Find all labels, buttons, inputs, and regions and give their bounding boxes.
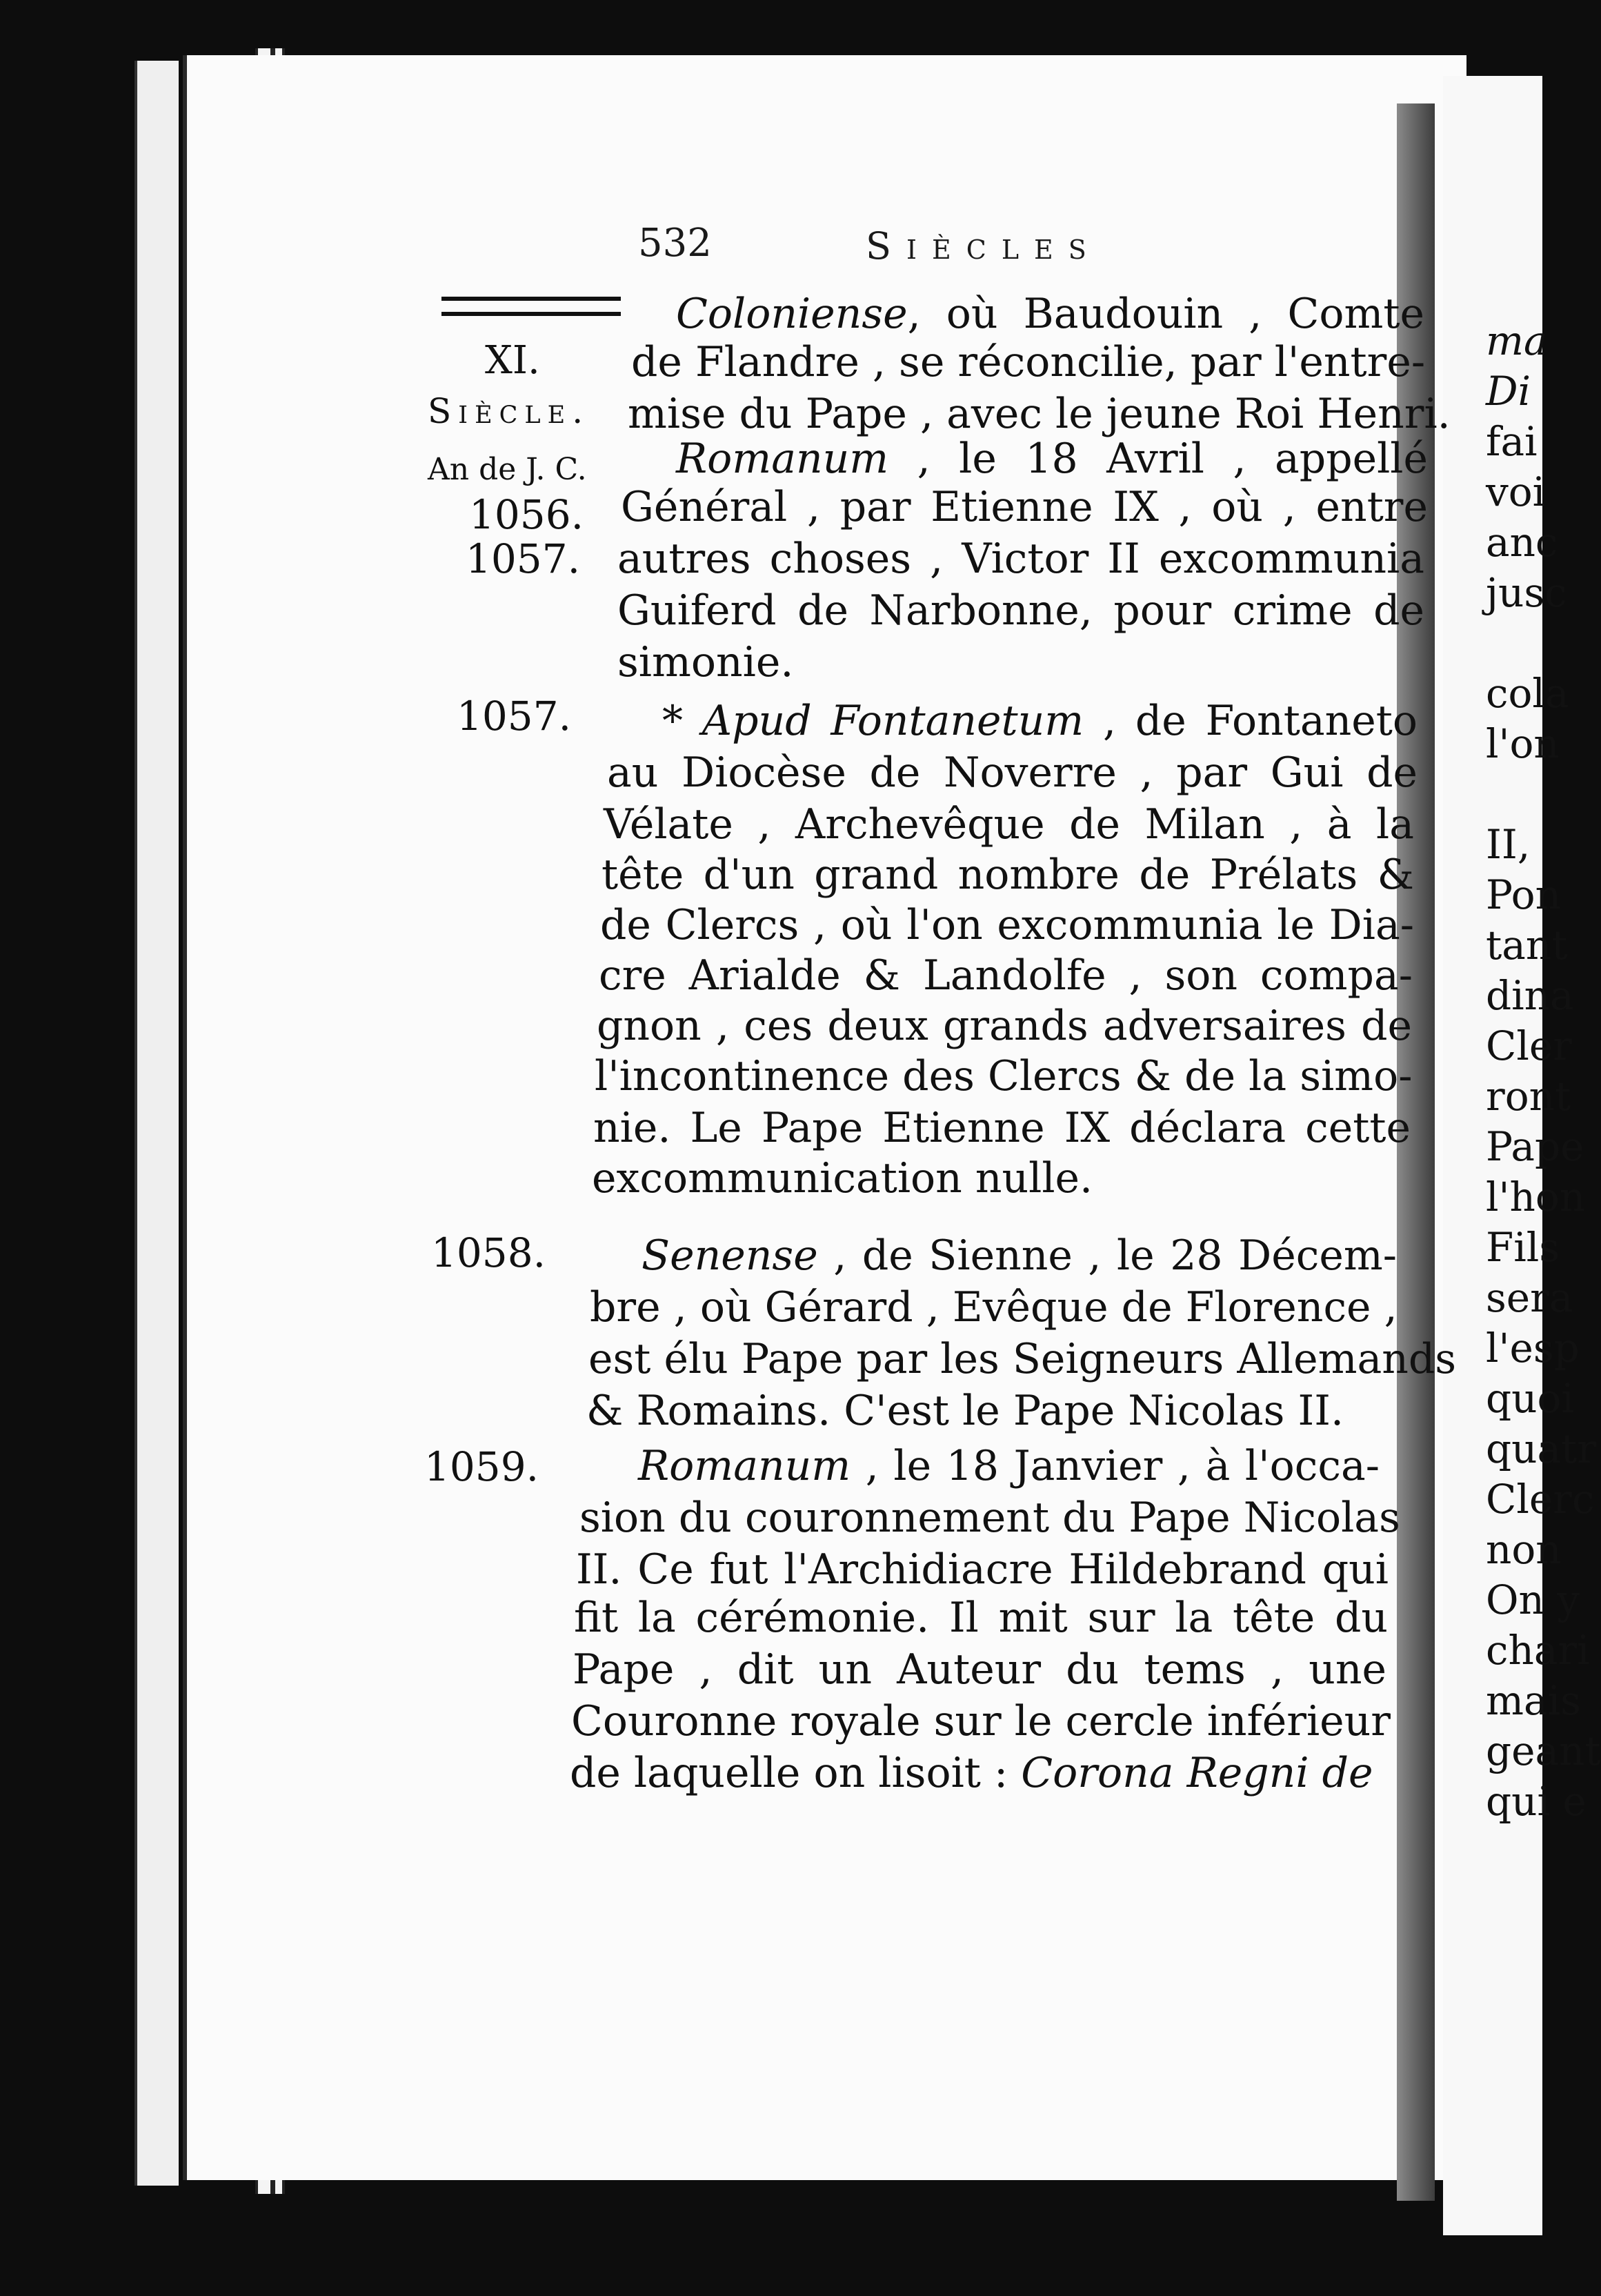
line-text: II. Ce fut l'Archidiacre Hildebrand qui <box>576 1545 1389 1594</box>
margin-year: 1059. <box>424 1443 539 1490</box>
entry-title: Romanum <box>676 435 889 483</box>
line-text: de Clercs , où l'on excommunia le Dia- <box>600 901 1414 949</box>
text-line <box>617 535 1424 583</box>
line-text: mise du Pape , avec le jeune Roi Henri. <box>628 390 1451 438</box>
facing-page-fragment: mais <box>1486 1677 1581 1724</box>
text-line <box>600 901 1414 949</box>
running-title: Siècles <box>866 224 1102 268</box>
page-number: 532 <box>638 221 712 266</box>
text-line <box>617 586 1424 635</box>
line-text: gnon , ces deux grands adversaires de <box>597 1002 1412 1050</box>
text-line <box>592 1154 1093 1203</box>
line-text: Vélate , Archevêque de Milan , à la <box>604 800 1414 849</box>
era-label: An de J. C. <box>428 452 587 487</box>
text-line <box>621 483 1428 531</box>
facing-page-fragment: chari <box>1486 1627 1590 1674</box>
line-text: , le 18 Janvier , à l'occa- <box>851 1442 1380 1490</box>
margin-year: 1058. <box>431 1229 546 1276</box>
facing-page-fragment: quatr <box>1486 1425 1597 1472</box>
line-text: Général , par Etienne IX , où , entre <box>621 483 1428 531</box>
text-line <box>597 1002 1412 1050</box>
entry-title: Senense <box>642 1231 818 1280</box>
line-text: autres choses , Victor II excommunia <box>617 535 1424 583</box>
text-line <box>607 749 1418 797</box>
line-text: , de Fontaneto <box>1084 697 1418 745</box>
line-text: Couronne royale sur le cercle inférieur <box>571 1697 1391 1745</box>
facing-page-fragment: l'hon <box>1486 1174 1586 1220</box>
text-line <box>590 1283 1397 1332</box>
text-line <box>604 800 1414 849</box>
facing-page-fragment: II, <box>1486 821 1531 868</box>
facing-page-fragment: On y <box>1486 1576 1580 1623</box>
century-label: Siècle. <box>428 391 590 431</box>
text-line <box>628 390 1451 438</box>
text-line <box>595 1052 1412 1100</box>
facing-page-fragment: qui e <box>1486 1778 1587 1825</box>
entry-title: Romanum <box>638 1442 851 1490</box>
line-text: de laquelle on lisoit : <box>570 1749 1022 1797</box>
century-roman: XI. <box>485 338 540 383</box>
line-text: de Flandre , se réconcilie, par l'entre- <box>631 338 1426 386</box>
text-line <box>601 851 1414 899</box>
latin-phrase: Corona Regni de <box>1021 1749 1373 1797</box>
facing-page-fragment: Pon <box>1486 871 1561 918</box>
line-text: , de Sienne , le 28 Décem- <box>817 1231 1397 1280</box>
line-text: cre Arialde & Landolfe , son compa- <box>599 951 1413 1000</box>
facing-page-fragment: voi <box>1486 468 1546 515</box>
line-text: tête d'un grand nombre de Prélats & <box>601 851 1414 899</box>
entry-title: * Apud Fontanetum <box>662 697 1084 745</box>
text-line <box>574 1594 1388 1642</box>
facing-page-fragment: quoi <box>1486 1375 1574 1422</box>
line-text: Pape , dit un Auteur du tems , une <box>573 1645 1386 1694</box>
facing-page-fragment: ma <box>1486 317 1548 364</box>
margin-year: 1056. <box>469 491 584 538</box>
text-line <box>662 697 1418 745</box>
facing-page <box>1443 76 1601 2235</box>
facing-page-fragment: ront <box>1486 1073 1571 1120</box>
facing-page-fragment: cola <box>1486 670 1569 717</box>
facing-page-fragment: l'esp <box>1486 1325 1580 1372</box>
line-text: simonie. <box>617 638 794 686</box>
facing-page-fragment: Fils <box>1486 1224 1560 1271</box>
line-text: nie. Le Pape Etienne IX déclara cette <box>593 1104 1411 1152</box>
margin-year: 1057. <box>457 693 572 740</box>
facing-page-fragment: dina <box>1486 972 1574 1019</box>
facing-page-fragment: Clerc <box>1486 1476 1595 1523</box>
line-text: l'incontinence des Clercs & de la simo- <box>595 1052 1413 1100</box>
facing-page-fragment: jusc <box>1486 569 1567 616</box>
text-line <box>617 638 824 686</box>
left-page-edge <box>135 61 179 2186</box>
facing-page-fragment: tant <box>1486 922 1568 969</box>
text-line <box>676 435 1428 483</box>
line-text: sion du couronnement du Pape Nicolas <box>579 1494 1400 1542</box>
text-line <box>676 290 1424 338</box>
facing-page-fragment: fai <box>1486 418 1538 465</box>
line-text: , le 18 Avril , appellé <box>888 435 1428 483</box>
line-text: au Diocèse de Noverre , par Gui de <box>607 749 1418 797</box>
text-line <box>571 1697 1391 1745</box>
text-line <box>576 1545 1389 1594</box>
text-line <box>579 1494 1400 1542</box>
line-text: , où Baudouin , Comte <box>907 290 1424 338</box>
facing-page-fragment: Cler <box>1486 1022 1572 1069</box>
margin-year: 1057. <box>466 535 581 582</box>
entry-title: Coloniense <box>676 290 908 338</box>
line-text: & Romains. C'est le Pape Nicolas II. <box>586 1387 1344 1435</box>
line-text: excommunication nulle. <box>592 1154 1093 1203</box>
text-line <box>588 1335 1457 1383</box>
facing-page-fragment: Di <box>1486 368 1531 415</box>
text-line <box>573 1645 1386 1694</box>
text-line <box>599 951 1413 1000</box>
text-line <box>642 1231 1397 1280</box>
line-text: bre , où Gérard , Evêque de Florence , <box>590 1283 1398 1332</box>
facing-page-fragment: Pape <box>1486 1123 1584 1170</box>
facing-page-fragment: non <box>1486 1526 1562 1573</box>
text-line <box>586 1387 1390 1435</box>
line-text: fit la cérémonie. Il mit sur la tête du <box>574 1594 1388 1642</box>
facing-page-fragment: anc <box>1486 519 1558 566</box>
text-line <box>570 1749 1387 1797</box>
facing-page-fragment: geant <box>1486 1728 1601 1774</box>
text-line <box>593 1104 1411 1152</box>
text-line <box>638 1442 1380 1490</box>
line-text: Guiferd de Narbonne, pour crime de <box>617 586 1424 635</box>
facing-page-fragment: sera <box>1486 1274 1573 1321</box>
text-line <box>631 338 1424 386</box>
double-rule <box>441 297 621 316</box>
line-text: est élu Pape par les Seigneurs Allemands <box>588 1335 1457 1383</box>
facing-page-fragment: l'on <box>1486 720 1560 767</box>
